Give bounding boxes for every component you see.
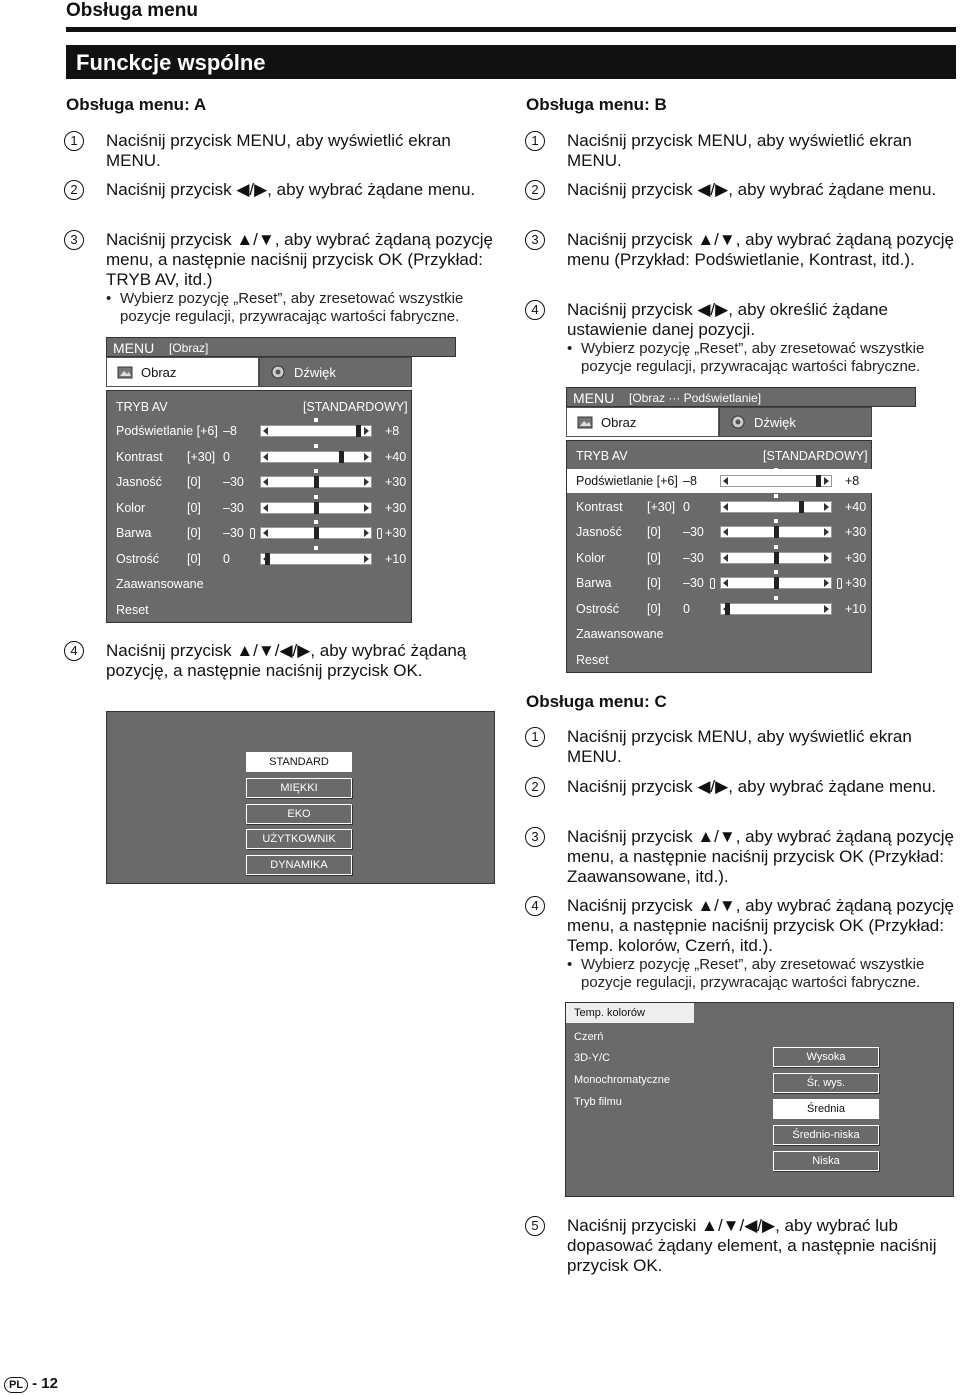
reset-label: Reset <box>576 652 609 667</box>
step-number: 4 <box>525 300 545 320</box>
step-text: Naciśnij przycisk ◀/▶, aby określić żądane ustawienie danej pozycji. <box>567 300 888 339</box>
menu-breadcrumb: [Obraz ··· Podświetlanie] <box>629 391 762 405</box>
page-number: - 12 <box>32 1375 58 1392</box>
picture-icon <box>117 365 133 379</box>
col-c-step-1 <box>531 727 960 767</box>
step-number: 3 <box>525 827 545 847</box>
list-item-monochromatyczne[interactable]: Monochromatyczne <box>574 1074 670 1086</box>
setting-slider[interactable] <box>260 476 372 488</box>
advanced-label: Zaawansowane <box>116 577 204 591</box>
setting-min: 0 <box>683 601 690 616</box>
setting-min: –30 <box>683 576 704 590</box>
advanced-panel <box>565 1002 954 1197</box>
option-niska[interactable]: Niska <box>773 1151 879 1171</box>
center-mark <box>314 546 318 550</box>
center-mark <box>314 469 318 473</box>
tab-label: Dźwięk <box>754 415 796 430</box>
setting-slider[interactable] <box>720 603 832 615</box>
option-srednia[interactable]: Średnia <box>773 1099 879 1119</box>
col-b-step-3 <box>531 230 960 270</box>
setting-max: +8 <box>845 474 860 488</box>
left-arrow-icon <box>263 478 268 486</box>
right-arrow-icon <box>364 427 369 435</box>
setting-current: [+30] <box>647 499 676 514</box>
advanced-label: Zaawansowane <box>576 627 664 641</box>
list-item-czern[interactable]: Czerń <box>574 1031 604 1043</box>
left-arrow-icon <box>263 427 268 435</box>
setting-row[interactable] <box>107 496 413 520</box>
setting-min: –8 <box>223 424 237 438</box>
right-arrow-icon <box>824 605 829 613</box>
setting-max: +30 <box>385 475 407 489</box>
right-arrow-icon <box>824 579 829 587</box>
step-number: 1 <box>525 131 545 151</box>
left-arrow-icon <box>723 528 728 536</box>
setting-min: –30 <box>683 550 704 565</box>
setting-name: Ostrość <box>576 601 620 616</box>
menu-breadcrumb: [Obraz] <box>169 341 209 355</box>
option-eko[interactable]: EKO <box>246 804 352 824</box>
slider-thumb[interactable] <box>774 552 779 564</box>
right-arrow-icon <box>824 554 829 562</box>
option-dynamika[interactable]: DYNAMIKA <box>246 855 352 875</box>
right-arrow-icon <box>364 529 369 537</box>
col-a-step-4 <box>70 641 506 681</box>
mode-label: TRYB AV <box>116 400 168 414</box>
step-text: Naciśnij przycisk MENU, aby wyświetlić ekran MENU. <box>106 131 451 170</box>
setting-row[interactable] <box>107 445 413 469</box>
setting-row[interactable] <box>567 520 873 544</box>
slider-thumb[interactable] <box>816 475 821 487</box>
center-mark <box>774 519 778 523</box>
center-mark <box>774 468 778 472</box>
step-number: 1 <box>64 131 84 151</box>
setting-min: –30 <box>223 500 244 515</box>
menu-label: MENU <box>113 340 155 356</box>
page-footer <box>4 1375 58 1393</box>
tab-label: Dźwięk <box>294 365 336 380</box>
left-arrow-icon <box>263 504 268 512</box>
tab-label: Obraz <box>601 415 637 430</box>
setting-min: –8 <box>683 474 697 488</box>
picture-icon <box>577 415 593 429</box>
slider-thumb[interactable] <box>799 501 804 513</box>
pill-icon <box>377 528 382 539</box>
mode-row[interactable] <box>107 395 413 419</box>
picture-mode-panel <box>106 711 495 884</box>
center-mark <box>774 494 778 498</box>
col-a-title: Obsługa menu: A <box>66 95 207 114</box>
setting-slider[interactable] <box>720 577 832 589</box>
setting-min: –30 <box>223 526 244 540</box>
setting-slider[interactable] <box>260 553 372 565</box>
tab-label: Obraz <box>141 365 177 380</box>
slider-thumb[interactable] <box>314 476 319 488</box>
setting-current: [0] <box>647 601 661 616</box>
tab-dzwiek[interactable] <box>259 357 412 387</box>
list-item-temp-kolorow[interactable]: Temp. kolorów <box>566 1003 694 1023</box>
setting-row[interactable] <box>567 597 873 621</box>
step-number: 3 <box>64 230 84 250</box>
center-mark <box>314 444 318 448</box>
step-text: Naciśnij przycisk ▲/▼, aby wybrać żądaną pozycję menu, a następnie naciśnij przycisk OK (Przykład: Temp. kolorów, Czerń, itd.). <box>567 896 955 955</box>
step-text: Naciśnij przycisk ▲/▼, aby wybrać żądaną pozycję menu (Przykład: Podświetlanie, Kontrast, itd.). <box>567 230 955 269</box>
center-mark <box>314 495 318 499</box>
step-number: 1 <box>525 727 545 747</box>
slider-thumb[interactable] <box>265 553 270 565</box>
option-miekki[interactable]: MIĘKKI <box>246 778 352 798</box>
setting-current: [0] <box>647 576 661 590</box>
center-mark <box>314 520 318 524</box>
setting-slider[interactable] <box>260 451 372 463</box>
step-number: 3 <box>525 230 545 250</box>
right-arrow-icon <box>364 478 369 486</box>
slider-thumb[interactable] <box>725 603 730 615</box>
setting-current: [+30] <box>187 449 216 464</box>
setting-max: +30 <box>385 526 407 540</box>
col-c-step-5 <box>531 1216 960 1276</box>
center-mark <box>774 596 778 600</box>
col-a-step-2 <box>70 180 506 200</box>
setting-current: [0] <box>647 525 661 539</box>
setting-max: +30 <box>845 550 867 565</box>
setting-name: Kontrast <box>116 449 163 464</box>
step-number: 2 <box>525 180 545 200</box>
setting-name: Kontrast <box>576 499 623 514</box>
col-c-step-2 <box>531 777 960 797</box>
step-number: 5 <box>525 1216 545 1236</box>
setting-slider[interactable] <box>720 526 832 538</box>
section-title: Funckcje wspólne <box>66 45 956 79</box>
setting-max: +30 <box>845 576 867 590</box>
col-b-bullet: • Wybierz pozycję „Reset”, aby zresetować wszystkie pozycje regulacji, przywracając wartości fabryczne. <box>567 340 957 376</box>
setting-max: +10 <box>385 551 407 566</box>
step-text: Naciśnij przycisk ▲/▼/◀/▶, aby wybrać żądaną pozycję, a następnie naciśnij przycisk OK. <box>106 641 467 680</box>
right-arrow-icon <box>364 555 369 563</box>
col-c-title: Obsługa menu: C <box>526 692 667 711</box>
center-mark <box>774 570 778 574</box>
setting-row[interactable] <box>567 546 873 570</box>
left-arrow-icon <box>723 579 728 587</box>
step-number: 2 <box>525 777 545 797</box>
right-arrow-icon <box>824 503 829 511</box>
setting-row[interactable] <box>567 571 873 595</box>
setting-current: [0] <box>187 526 201 540</box>
list-item-tryb-filmu[interactable]: Tryb filmu <box>574 1096 622 1108</box>
setting-max: +30 <box>385 500 407 515</box>
step-text: Naciśnij przyciski ▲/▼/◀/▶, aby wybrać lub dopasować żądany element, a następnie naciśnij przycisk OK. <box>567 1216 937 1275</box>
col-c-step-4 <box>531 896 960 956</box>
pill-icon <box>250 528 255 539</box>
setting-row[interactable] <box>107 419 413 443</box>
left-arrow-icon <box>723 554 728 562</box>
center-mark <box>314 418 318 422</box>
slider-thumb[interactable] <box>314 502 319 514</box>
center-mark <box>774 545 778 549</box>
tab-dzwiek[interactable] <box>719 407 872 437</box>
menu-label: MENU <box>573 390 615 406</box>
setting-current: [0] <box>187 500 201 515</box>
setting-current: [0] <box>187 475 201 489</box>
header-rule <box>66 27 956 32</box>
step-number: 4 <box>525 896 545 916</box>
setting-name: Kolor <box>576 550 606 565</box>
setting-row[interactable] <box>107 470 413 494</box>
setting-row[interactable] <box>107 521 413 545</box>
menu-b-header <box>566 387 916 407</box>
setting-min: 0 <box>683 499 690 514</box>
setting-name: Kolor <box>116 500 146 515</box>
advanced-row[interactable] <box>107 572 413 596</box>
setting-name: Podświetlanie [+6] <box>576 474 678 488</box>
setting-name: Ostrość <box>116 551 160 566</box>
setting-min: –30 <box>683 525 704 539</box>
sound-icon <box>270 365 286 379</box>
tab-obraz[interactable] <box>106 357 259 387</box>
setting-slider[interactable] <box>720 501 832 513</box>
step-text: Naciśnij przycisk ◀/▶, aby wybrać żądane menu. <box>106 180 476 199</box>
list-item-3d-yc[interactable]: 3D-Y/C <box>574 1052 611 1064</box>
reset-label: Reset <box>116 602 149 617</box>
col-b-step-1 <box>531 131 960 171</box>
setting-max: +40 <box>385 449 407 464</box>
setting-name: Barwa <box>576 576 612 590</box>
setting-row[interactable] <box>567 495 873 519</box>
page-title: Obsługa menu <box>66 0 198 21</box>
setting-slider[interactable] <box>260 527 372 539</box>
col-a-step-3 <box>70 230 506 290</box>
left-arrow-icon <box>723 503 728 511</box>
mode-value: [STANDARDOWY] <box>303 400 408 414</box>
col-c-step-3 <box>531 827 960 887</box>
left-arrow-icon <box>263 453 268 461</box>
col-b-step-4 <box>531 300 960 340</box>
setting-min: –30 <box>223 475 244 489</box>
right-arrow-icon <box>364 453 369 461</box>
right-arrow-icon <box>824 477 829 485</box>
setting-max: +8 <box>385 424 400 438</box>
step-text: Naciśnij przycisk ▲/▼, aby wybrać żądaną pozycję menu, a następnie naciśnij przycisk OK (Przykład: TRYB AV, itd.) <box>106 230 494 289</box>
setting-max: +40 <box>845 499 867 514</box>
pill-icon <box>837 578 842 589</box>
setting-min: 0 <box>223 551 230 566</box>
setting-slider[interactable] <box>720 475 832 487</box>
right-arrow-icon <box>824 528 829 536</box>
sound-icon <box>730 415 746 429</box>
menu-b-panel <box>566 440 872 673</box>
slider-thumb[interactable] <box>774 526 779 538</box>
setting-name: Barwa <box>116 526 152 540</box>
setting-current: [0] <box>187 551 201 566</box>
col-a-step-1 <box>70 131 506 171</box>
setting-row[interactable] <box>107 547 413 571</box>
setting-max: +10 <box>845 601 867 616</box>
pill-icon <box>710 578 715 589</box>
step-text: Naciśnij przycisk ◀/▶, aby wybrać żądane menu. <box>567 777 937 796</box>
mode-row[interactable] <box>567 444 873 468</box>
col-a-bullet: • Wybierz pozycję „Reset”, aby zresetować wszystkie pozycje regulacji, przywracając wartości fabryczne. <box>106 290 496 326</box>
reset-row[interactable] <box>567 648 873 672</box>
setting-name: Podświetlanie [+6] <box>116 424 218 438</box>
option-uzytkownik[interactable]: UŻYTKOWNIK <box>246 829 352 849</box>
col-c-bullet: • Wybierz pozycję „Reset”, aby zresetować wszystkie pozycje regulacji, przywracając wartości fabryczne. <box>567 956 957 992</box>
option-srednio-niska[interactable]: Średnio-niska <box>773 1125 879 1145</box>
setting-min: 0 <box>223 449 230 464</box>
left-arrow-icon <box>723 477 728 485</box>
menu-a-panel <box>106 390 412 623</box>
col-b-title: Obsługa menu: B <box>526 95 667 114</box>
step-text: Naciśnij przycisk ▲/▼, aby wybrać żądaną pozycję menu, a następnie naciśnij przycisk OK (Przykład: Zaawansowane, itd.). <box>567 827 955 886</box>
setting-current: [0] <box>647 550 661 565</box>
slider-thumb[interactable] <box>774 577 779 589</box>
setting-slider[interactable] <box>720 552 832 564</box>
step-text: Naciśnij przycisk MENU, aby wyświetlić ekran MENU. <box>567 131 912 170</box>
reset-row[interactable] <box>107 598 413 622</box>
left-arrow-icon <box>263 529 268 537</box>
language-badge: PL <box>4 1377 28 1393</box>
setting-name: Jasność <box>116 475 162 489</box>
step-number: 2 <box>64 180 84 200</box>
setting-max: +30 <box>845 525 867 539</box>
advanced-row[interactable] <box>567 622 873 646</box>
slider-thumb[interactable] <box>339 451 344 463</box>
step-number: 4 <box>64 641 84 661</box>
setting-row[interactable] <box>567 469 873 493</box>
setting-slider[interactable] <box>260 425 372 437</box>
step-text: Naciśnij przycisk ◀/▶, aby wybrać żądane menu. <box>567 180 937 199</box>
menu-a-header <box>106 337 456 357</box>
slider-thumb[interactable] <box>314 527 319 539</box>
option-sr-wys[interactable]: Śr. wys. <box>773 1073 879 1093</box>
col-b-step-2 <box>531 180 960 200</box>
tab-obraz[interactable] <box>566 407 719 437</box>
slider-thumb[interactable] <box>356 425 361 437</box>
mode-label: TRYB AV <box>576 449 628 463</box>
mode-value: [STANDARDOWY] <box>763 449 868 463</box>
setting-name: Jasność <box>576 525 622 539</box>
step-text: Naciśnij przycisk MENU, aby wyświetlić ekran MENU. <box>567 727 912 766</box>
option-standard[interactable]: STANDARD <box>246 752 352 772</box>
right-arrow-icon <box>364 504 369 512</box>
setting-slider[interactable] <box>260 502 372 514</box>
option-wysoka[interactable]: Wysoka <box>773 1047 879 1067</box>
